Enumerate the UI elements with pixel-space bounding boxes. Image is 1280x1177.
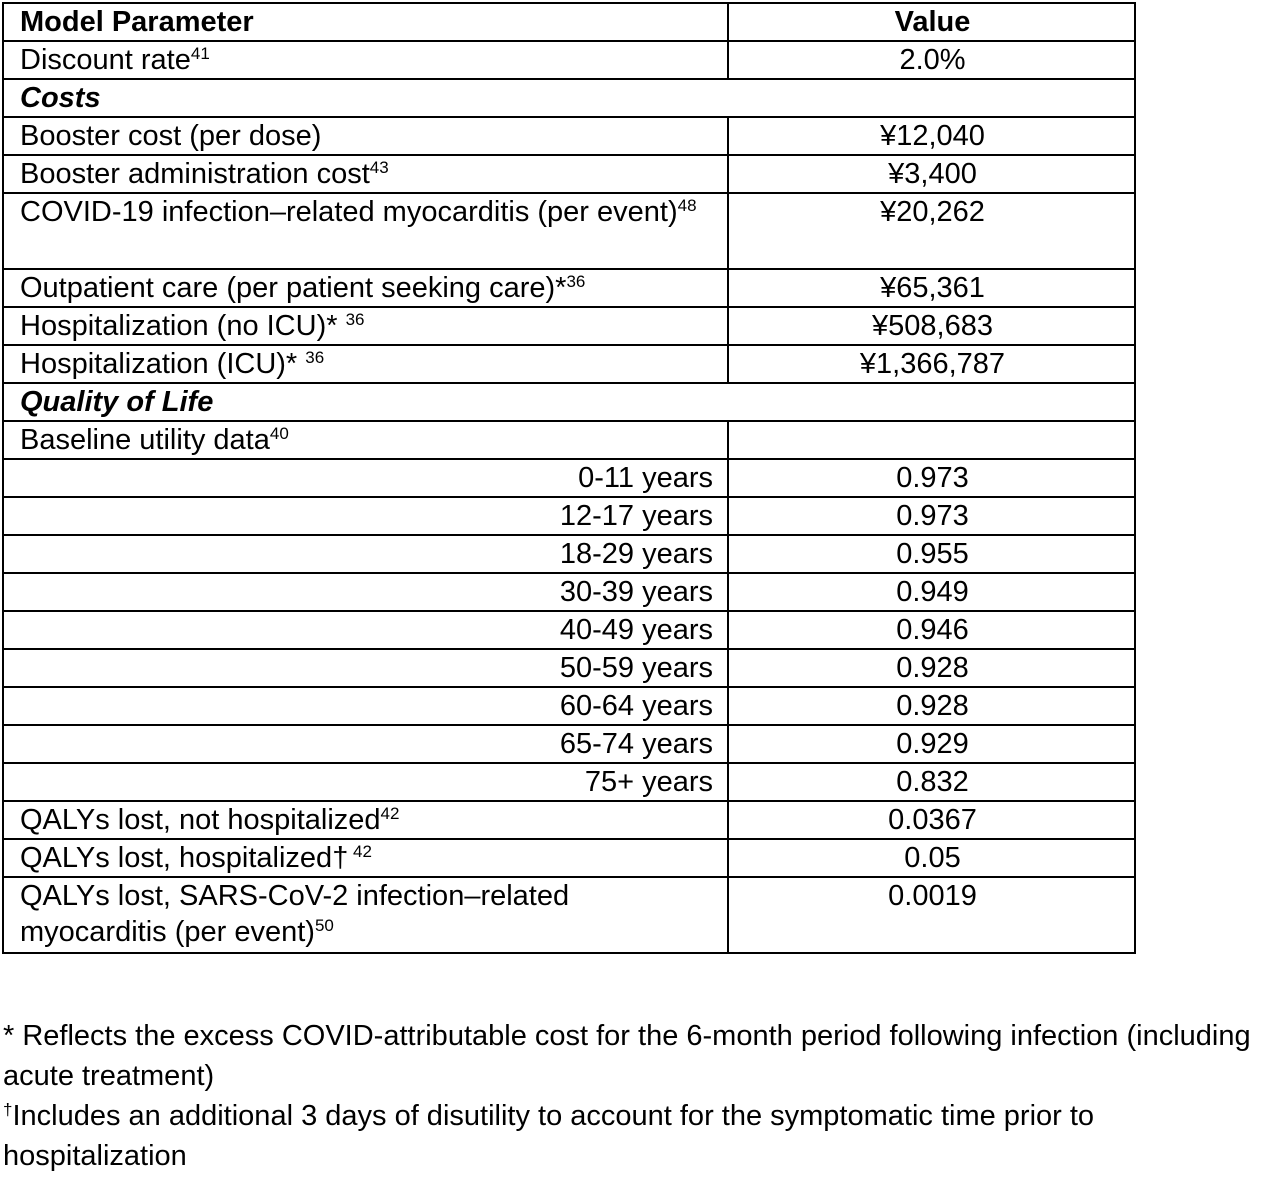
age-group-label: 50-59 years xyxy=(3,649,728,687)
reference-number: 36 xyxy=(345,310,365,329)
param-text: Booster administration cost xyxy=(20,158,370,190)
model-parameter-table xyxy=(2,2,1136,954)
table-row xyxy=(3,345,1135,383)
utility-value: 0.928 xyxy=(728,649,1135,687)
table-row xyxy=(3,801,1135,839)
utility-value: 0.973 xyxy=(728,497,1135,535)
param-text: Outpatient care (per patient seeking care)* xyxy=(20,272,567,304)
param-text: QALYs lost, SARS-CoV-2 infection–related myocarditis (per event) xyxy=(20,880,570,948)
param-label xyxy=(3,41,728,79)
param-value: ¥20,262 xyxy=(728,193,1135,269)
param-label xyxy=(3,307,728,345)
age-group-row xyxy=(3,611,1135,649)
footnote-dagger-text: Includes an additional 3 days of disutility to account for the symptomatic time prior to hospitalization xyxy=(3,1100,1095,1172)
section-heading-quality-of-life: Quality of Life xyxy=(3,383,1135,421)
header-value: Value xyxy=(728,3,1135,41)
table-row xyxy=(3,193,1135,269)
reference-number: 36 xyxy=(566,272,586,291)
age-group-row xyxy=(3,763,1135,801)
table-row xyxy=(3,117,1135,155)
param-value xyxy=(728,421,1135,459)
param-text: Discount rate xyxy=(20,44,191,76)
reference-number: 43 xyxy=(369,158,389,177)
param-text: Hospitalization (ICU)* xyxy=(20,348,306,380)
param-value: 0.0019 xyxy=(728,877,1135,953)
param-label xyxy=(3,877,728,953)
param-value: 0.05 xyxy=(728,839,1135,877)
utility-value: 0.928 xyxy=(728,687,1135,725)
reference-number: 41 xyxy=(190,44,210,63)
param-text: Baseline utility data xyxy=(20,424,270,456)
param-label xyxy=(3,155,728,193)
reference-number: 50 xyxy=(314,916,334,935)
age-group-row xyxy=(3,535,1135,573)
age-group-label: 40-49 years xyxy=(3,611,728,649)
age-group-row xyxy=(3,573,1135,611)
age-group-label: 0-11 years xyxy=(3,459,728,497)
param-value: 2.0% xyxy=(728,41,1135,79)
table-row xyxy=(3,877,1135,953)
reference-number: 48 xyxy=(677,196,697,215)
age-group-row xyxy=(3,687,1135,725)
table-row xyxy=(3,41,1135,79)
param-label xyxy=(3,269,728,307)
age-group-label: 12-17 years xyxy=(3,497,728,535)
table-header-row xyxy=(3,3,1135,41)
param-label xyxy=(3,193,728,269)
param-value: ¥508,683 xyxy=(728,307,1135,345)
utility-value: 0.973 xyxy=(728,459,1135,497)
age-group-label: 65-74 years xyxy=(3,725,728,763)
param-text: QALYs lost, hospitalized xyxy=(20,842,333,874)
section-row xyxy=(3,383,1135,421)
param-value: 0.0367 xyxy=(728,801,1135,839)
dagger-mark: † xyxy=(332,842,349,874)
footnote-asterisk: * Reflects the excess COVID-attributable cost for the 6-month period following infection (including acute treatment) xyxy=(3,1020,1251,1092)
table-footnotes xyxy=(0,1016,1280,1176)
section-heading-costs: Costs xyxy=(3,79,1135,117)
param-value: ¥1,366,787 xyxy=(728,345,1135,383)
age-group-label: 60-64 years xyxy=(3,687,728,725)
age-group-row xyxy=(3,649,1135,687)
age-group-row xyxy=(3,459,1135,497)
param-text: COVID-19 infection–related myocarditis (per event) xyxy=(20,196,678,228)
param-text: QALYs lost, not hospitalized xyxy=(20,804,381,836)
param-label xyxy=(3,839,728,877)
utility-value: 0.946 xyxy=(728,611,1135,649)
dagger-symbol: † xyxy=(3,1100,13,1119)
age-group-label: 18-29 years xyxy=(3,535,728,573)
reference-number: 40 xyxy=(269,424,289,443)
reference-number: 42 xyxy=(380,804,400,823)
reference-number: 36 xyxy=(305,348,325,367)
age-group-label: 30-39 years xyxy=(3,573,728,611)
section-row xyxy=(3,79,1135,117)
param-text: Booster cost (per dose) xyxy=(20,120,322,152)
param-text: Hospitalization (no ICU)* xyxy=(20,310,346,342)
table-row xyxy=(3,839,1135,877)
param-value: ¥65,361 xyxy=(728,269,1135,307)
reference-number: 42 xyxy=(348,842,372,861)
table-row xyxy=(3,269,1135,307)
param-label xyxy=(3,421,728,459)
age-group-row xyxy=(3,725,1135,763)
utility-value: 0.929 xyxy=(728,725,1135,763)
param-value: ¥12,040 xyxy=(728,117,1135,155)
table-row xyxy=(3,307,1135,345)
table-row xyxy=(3,421,1135,459)
param-label xyxy=(3,801,728,839)
utility-value: 0.955 xyxy=(728,535,1135,573)
param-label xyxy=(3,117,728,155)
parameter-table-container xyxy=(2,2,1136,954)
header-parameter: Model Parameter xyxy=(3,3,728,41)
table-row xyxy=(3,155,1135,193)
param-value: ¥3,400 xyxy=(728,155,1135,193)
utility-value: 0.832 xyxy=(728,763,1135,801)
footnote-dagger xyxy=(3,1096,1280,1176)
age-group-row xyxy=(3,497,1135,535)
param-label xyxy=(3,345,728,383)
age-group-label: 75+ years xyxy=(3,763,728,801)
utility-value: 0.949 xyxy=(728,573,1135,611)
